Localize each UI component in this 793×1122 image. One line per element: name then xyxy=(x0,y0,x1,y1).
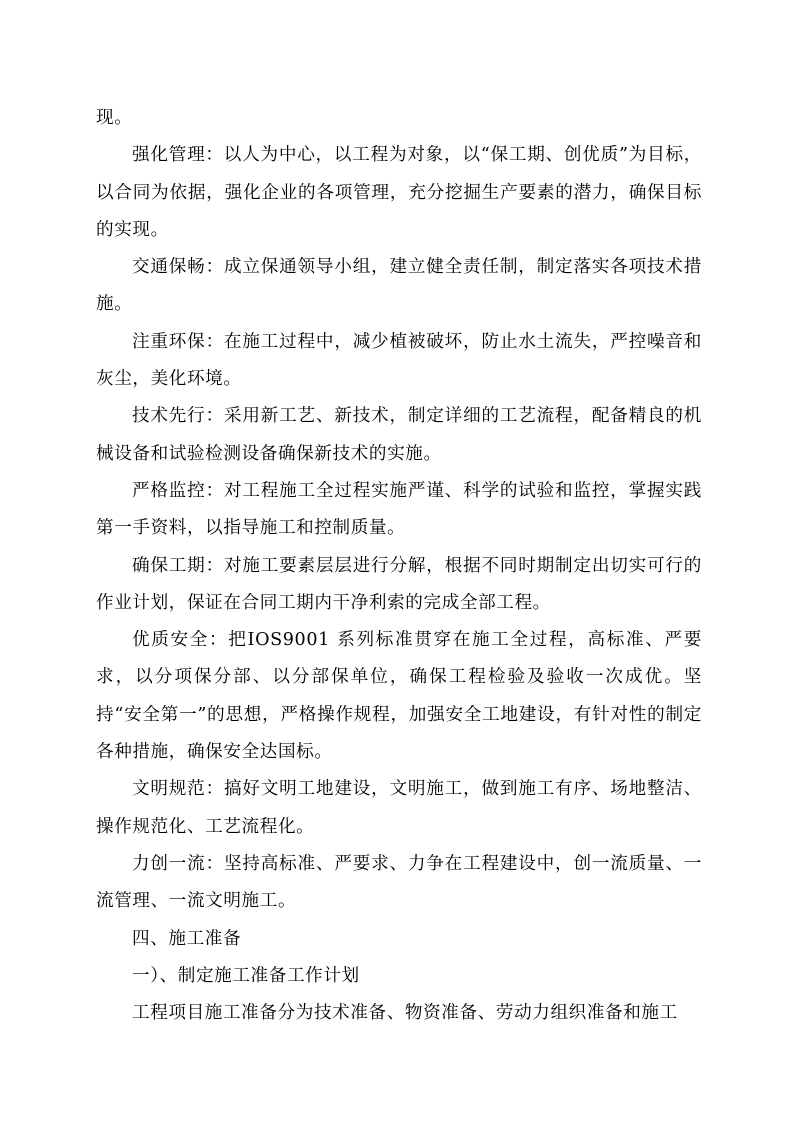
paragraph-continuation: 现。 xyxy=(96,108,133,128)
paragraph-environmental-protection: 注重环保：在施工过程中，减少植被破坏，防止水土流失，严控噪音和灰尘，美化环境。 xyxy=(96,331,702,390)
paragraph-technology-first: 技术先行：采用新工艺、新技术，制定详细的工艺流程，配备精良的机械设备和试验检测设备确保新技术的实施。 xyxy=(96,406,702,464)
paragraph-schedule-assurance: 确保工期：对施工要素层层进行分解，根据不同时期制定出切实可行的作业计划，保证在合同工期内干净利索的完成全部工程。 xyxy=(96,555,702,613)
paragraph-preparation-overview: 工程项目施工准备分为技术准备、物资准备、劳动力组织准备和施工 xyxy=(132,1003,678,1024)
document-body xyxy=(96,100,702,1032)
paragraph-traffic-assurance: 交通保畅：成立保通领导小组，建立健全责任制，制定落实各项技术措施。 xyxy=(96,257,702,315)
paragraph-strive-first-class: 力创一流：坚持高标准、严要求、力争在工程建设中，创一流质量、一流管理、一流文明施工。 xyxy=(96,853,702,912)
paragraph-quality-safety: 优质安全：把IOS9001 系列标准贯穿在施工全过程，高标准、严要求，以分项保分部、以分部保单位，确保工程检验及验收一次成优。坚持“安全第一”的思想，严格操作规程，加强安全工地建设，有针对性的制定各种措施，确保安全达国标。 xyxy=(96,630,702,763)
subsection-heading-preparation-plan: 一）、制定施工准备工作计划 xyxy=(132,965,360,986)
paragraph-civilized-standard: 文明规范：搞好文明工地建设，文明施工，做到施工有序、场地整洁、操作规范化、工艺流程化。 xyxy=(96,779,702,837)
section-heading-construction-preparation: 四、施工准备 xyxy=(132,928,242,949)
paragraph-strict-monitoring: 严格监控：对工程施工全过程实施严谨、科学的试验和监控，掌握实践第一手资料，以指导施工和控制质量。 xyxy=(96,480,702,539)
paragraph-strengthen-management: 强化管理：以人为中心，以工程为对象，以“保工期、创优质”为目标，以合同为依据，强化企业的各项管理，充分挖掘生产要素的潜力，确保目标的实现。 xyxy=(96,145,702,240)
